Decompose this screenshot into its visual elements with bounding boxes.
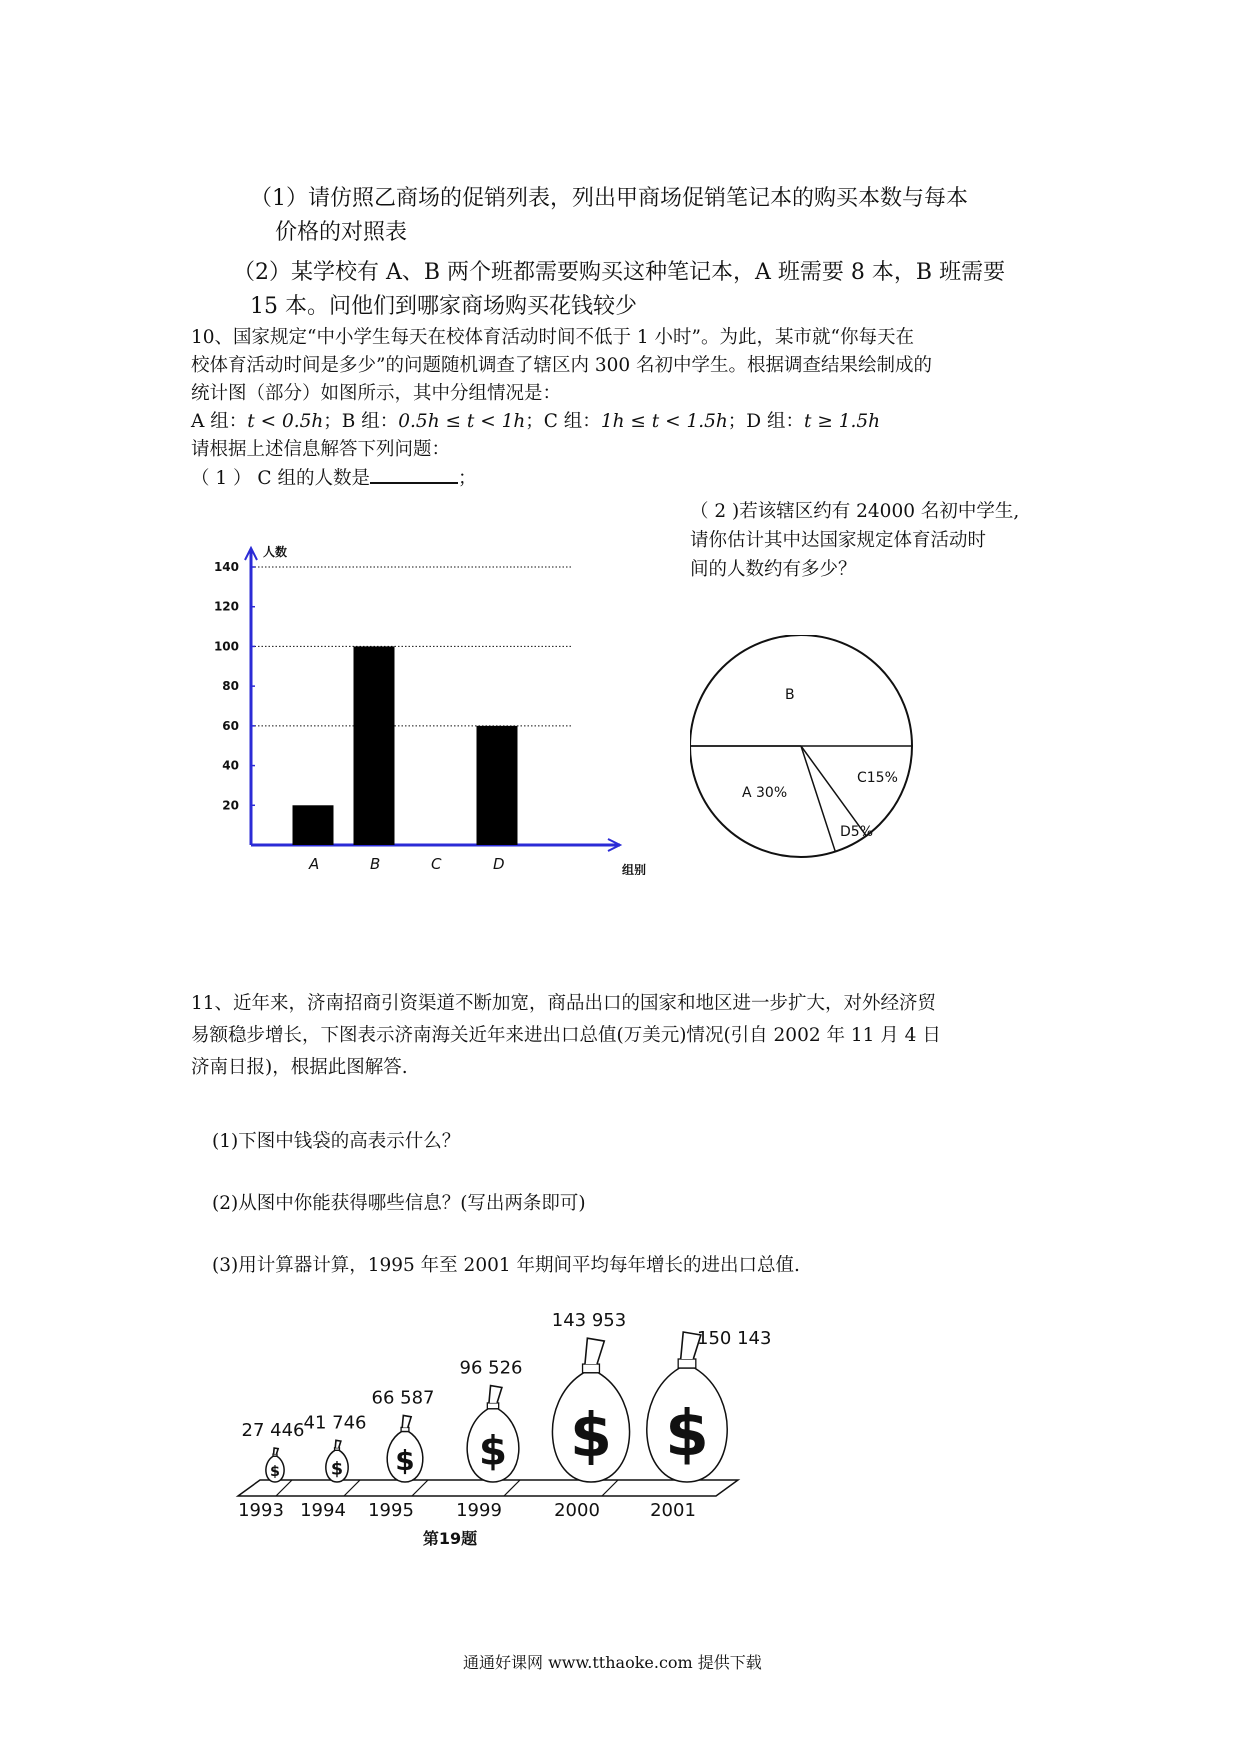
money-bag-tie-icon xyxy=(335,1448,340,1451)
dollar-sign-icon: $ xyxy=(478,1426,508,1475)
bag-value-label: 96 526 xyxy=(459,1357,523,1379)
group-c-cond: 1h ≤ t < 1.5h xyxy=(600,411,728,432)
q9-part1-line1: （1）请仿照乙商场的促销列表，列出甲商场促销笔记本的购买本数与每本 xyxy=(250,186,968,211)
bag-value-label: 150 143 xyxy=(697,1328,772,1349)
group-d-cond: t ≥ 1.5h xyxy=(804,411,881,432)
x-tick-label: D xyxy=(493,855,505,873)
bar-chart xyxy=(200,515,660,875)
q10-sub1 xyxy=(191,464,476,493)
y-tick-label: 120 xyxy=(213,599,239,614)
year-label: 2000 xyxy=(554,1500,600,1521)
pie-slice-label: B xyxy=(785,687,795,703)
x-tick-label: A xyxy=(309,855,320,873)
q11-line1: 11、近年来，济南招商引资渠道不断加宽，商品出口的国家和地区进一步扩大，对外经济贸 xyxy=(191,993,937,1014)
bag-value-label: 27 446 xyxy=(241,1420,305,1441)
year-label: 1994 xyxy=(300,1500,346,1521)
q10-sub2-line1: （ 2 )若该辖区约有 24000 名初中学生, xyxy=(690,501,1020,522)
q10-line3: 统计图（部分）如图所示，其中分组情况是： xyxy=(191,383,562,404)
x-axis-label: 组别 xyxy=(622,863,647,875)
group-b-cond: 0.5h ≤ t < 1h xyxy=(398,411,526,432)
group-b-label: ；B 组： xyxy=(323,411,399,432)
y-tick-label: 20 xyxy=(222,798,239,813)
y-tick-label: 80 xyxy=(222,679,239,694)
y-tick-label: 140 xyxy=(213,560,239,574)
pie-slice-label: A 30% xyxy=(742,785,788,801)
q9-part2-line1: （2）某学校有 A、B 两个班都需要购买这种笔记本，A 班需要 8 本，B 班需要 xyxy=(233,260,1006,285)
base-platform xyxy=(238,1480,738,1496)
dollar-sign-icon: $ xyxy=(569,1401,613,1472)
money-bag-knot-icon xyxy=(402,1415,411,1427)
money-bag-tie-icon xyxy=(273,1454,277,1456)
y-tick-label: 40 xyxy=(222,758,239,773)
y-tick-label: 60 xyxy=(222,718,239,733)
money-bag-tie-icon xyxy=(583,1364,600,1373)
q11-line2: 易额稳步增长，下图表示济南海关近年来进出口总值(万美元)情况(引自 2002 年 11 月 4 日 xyxy=(191,1025,941,1046)
q11-sub2: (2)从图中你能获得哪些信息？(写出两条即可) xyxy=(212,1193,586,1214)
q10-line5: 请根据上述信息解答下列问题： xyxy=(191,439,451,460)
q10-line2: 校体育活动时间是多少”的问题随机调查了辖区内 300 名初中学生。根据调查结果绘制成的 xyxy=(191,355,933,376)
money-bag-knot-icon xyxy=(489,1386,502,1403)
y-tick-label: 100 xyxy=(213,639,239,654)
year-label: 1995 xyxy=(368,1500,414,1521)
figure-caption: 第19题 xyxy=(422,1529,478,1548)
money-bag-knot-icon xyxy=(274,1448,279,1454)
year-label: 1999 xyxy=(456,1500,502,1521)
bag-value-label: 41 746 xyxy=(303,1412,367,1434)
pie-slice-label: C15% xyxy=(857,770,898,786)
q10-sub1-suffix: ； xyxy=(457,468,477,489)
y-axis-label: 人数 xyxy=(263,545,288,559)
year-label: 2001 xyxy=(650,1500,696,1521)
dollar-sign-icon: $ xyxy=(665,1397,709,1470)
group-a-label: A 组： xyxy=(191,411,248,432)
pie-slice-label: D5% xyxy=(840,824,873,840)
q10-sub2-line2: 请你估计其中达国家规定体育活动时 xyxy=(690,530,987,551)
year-label: 1993 xyxy=(238,1500,284,1521)
money-bag-chart xyxy=(200,1290,780,1550)
footer-note: 通通好课网 www.tthaoke.com 提供下载 xyxy=(463,1653,762,1672)
x-tick-label: B xyxy=(370,855,381,873)
q10-sub2-line3: 间的人数约有多少？ xyxy=(690,559,857,580)
q11-line3: 济南日报)，根据此图解答. xyxy=(191,1057,408,1078)
money-bag-knot-icon xyxy=(585,1338,604,1364)
q10-groups xyxy=(191,408,880,436)
group-c-label: ；C 组： xyxy=(525,411,601,432)
pie-chart xyxy=(690,635,940,885)
group-d-label: ；D 组： xyxy=(727,411,805,432)
money-bag-tie-icon xyxy=(678,1359,696,1368)
money-bag-knot-icon xyxy=(335,1440,341,1448)
dollar-sign-icon: $ xyxy=(330,1459,344,1480)
bar-d xyxy=(477,726,518,845)
q11-sub1: (1)下图中钱袋的高表示什么？ xyxy=(212,1131,461,1152)
dollar-sign-icon: $ xyxy=(270,1463,280,1480)
answer-blank xyxy=(370,464,458,484)
bar-a xyxy=(293,805,334,845)
bag-value-label: 143 953 xyxy=(551,1310,627,1332)
q11-sub3: (3)用计算器计算，1995 年至 2001 年期间平均每年增长的进出口总值. xyxy=(212,1255,800,1276)
x-tick-label: C xyxy=(431,855,442,873)
money-bag-tie-icon xyxy=(401,1427,409,1431)
q9-part2-line2: 15 本。问他们到哪家商场购买花钱较少 xyxy=(250,294,637,319)
q9-part1-line2: 价格的对照表 xyxy=(275,220,408,245)
group-a-cond: t < 0.5h xyxy=(247,411,324,432)
q10-line1: 10、国家规定“中小学生每天在校体育活动时间不低于 1 小时”。为此，某市就“你每天在 xyxy=(191,327,914,348)
bar-b xyxy=(354,646,395,845)
q10-sub1-prefix: （ 1 ） C 组的人数是 xyxy=(191,468,370,489)
dollar-sign-icon: $ xyxy=(395,1444,415,1478)
bag-value-label: 66 587 xyxy=(371,1387,435,1409)
money-bag-tie-icon xyxy=(487,1403,498,1409)
